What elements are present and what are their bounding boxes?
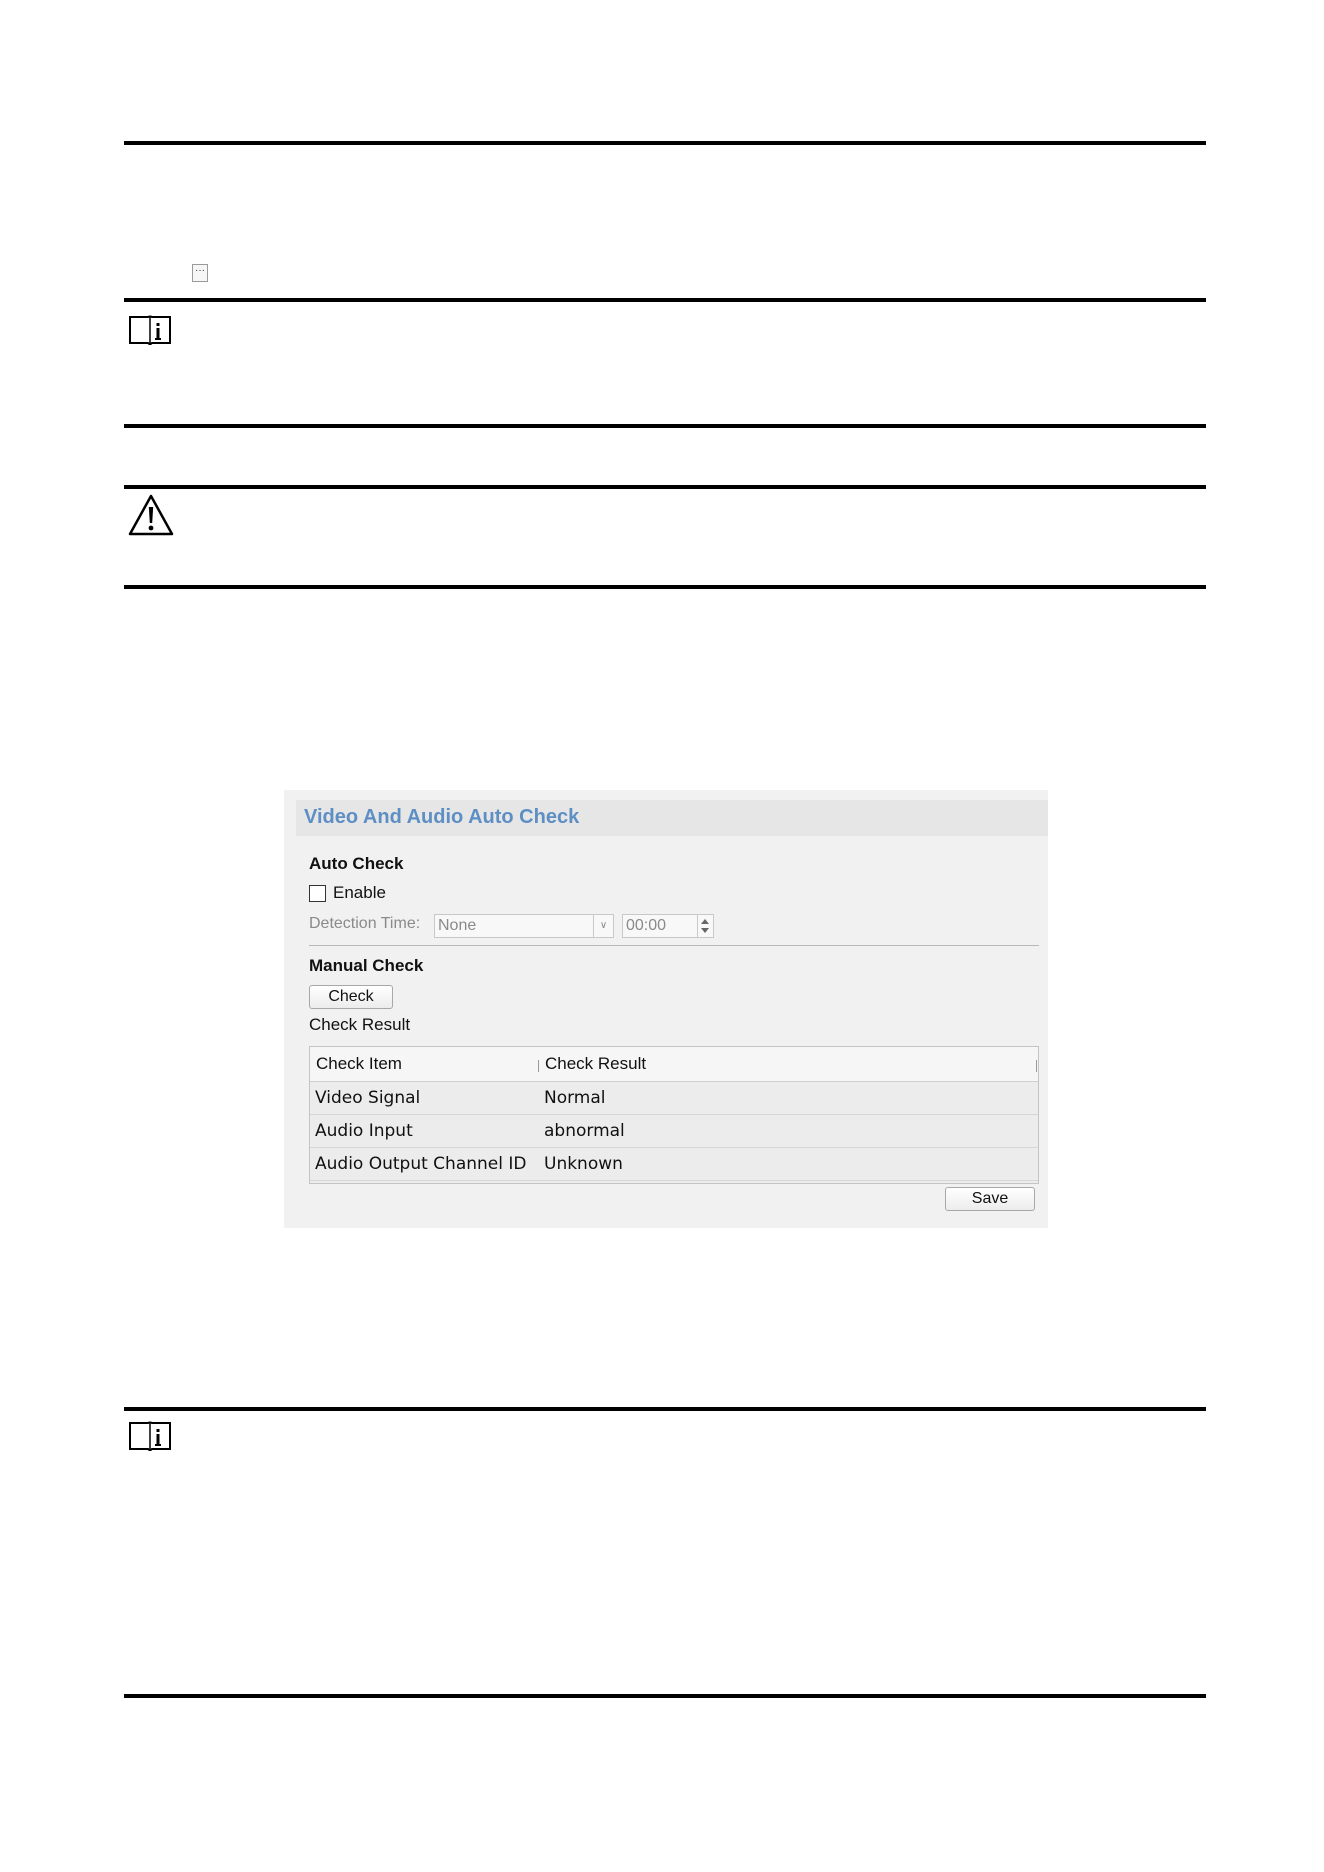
spin-up-icon[interactable] (701, 919, 709, 924)
spin-down-icon[interactable] (701, 928, 709, 933)
browse-button[interactable]: ··· (192, 264, 208, 282)
time-value: 00:00 (626, 917, 667, 934)
cell-check-result: Normal (544, 1088, 606, 1108)
table-header (310, 1047, 1038, 1082)
note2-top-rule (124, 1407, 1206, 1411)
warning-icon (126, 492, 176, 538)
cell-check-item: Video Signal (315, 1088, 421, 1108)
check-result-table (309, 1046, 1039, 1184)
enable-checkbox[interactable] (309, 885, 326, 902)
detection-time-label: Detection Time: (309, 915, 421, 932)
note-bottom-rule (124, 424, 1206, 428)
table-row[interactable] (310, 1115, 1038, 1148)
cell-check-item: Audio Output Channel ID (315, 1154, 527, 1174)
detection-time-select[interactable] (434, 914, 614, 938)
section-divider (309, 945, 1039, 946)
time-spinner[interactable] (697, 915, 713, 937)
note-top-rule (124, 298, 1206, 302)
caution-top-rule (124, 485, 1206, 489)
chevron-down-icon[interactable]: ∨ (593, 915, 613, 937)
top-rule (124, 141, 1206, 145)
auto-check-heading: Auto Check (309, 854, 404, 873)
column-header-check-item[interactable]: Check Item (316, 1054, 402, 1073)
check-result-label: Check Result (309, 1015, 411, 1034)
save-button[interactable]: Save (945, 1187, 1035, 1211)
manual-check-heading: Manual Check (309, 956, 424, 975)
caution-bottom-rule (124, 585, 1206, 589)
cell-check-result: abnormal (544, 1121, 625, 1141)
column-header-check-result[interactable]: Check Result (545, 1054, 647, 1073)
column-separator[interactable] (538, 1060, 539, 1072)
note-icon (126, 1418, 174, 1454)
panel-title: Video And Audio Auto Check (304, 806, 580, 828)
panel-header (296, 800, 1048, 836)
table-row[interactable] (310, 1148, 1038, 1181)
detection-time-value: None (438, 917, 477, 934)
check-button[interactable]: Check (309, 985, 393, 1009)
note-icon (126, 312, 174, 348)
cell-check-item: Audio Input (315, 1121, 413, 1141)
auto-check-panel (284, 790, 1048, 1228)
cell-check-result: Unknown (544, 1154, 623, 1174)
note2-bottom-rule (124, 1694, 1206, 1698)
table-row[interactable] (310, 1082, 1038, 1115)
time-input[interactable] (622, 914, 714, 938)
enable-label: Enable (333, 883, 386, 902)
column-separator[interactable] (1036, 1060, 1037, 1072)
